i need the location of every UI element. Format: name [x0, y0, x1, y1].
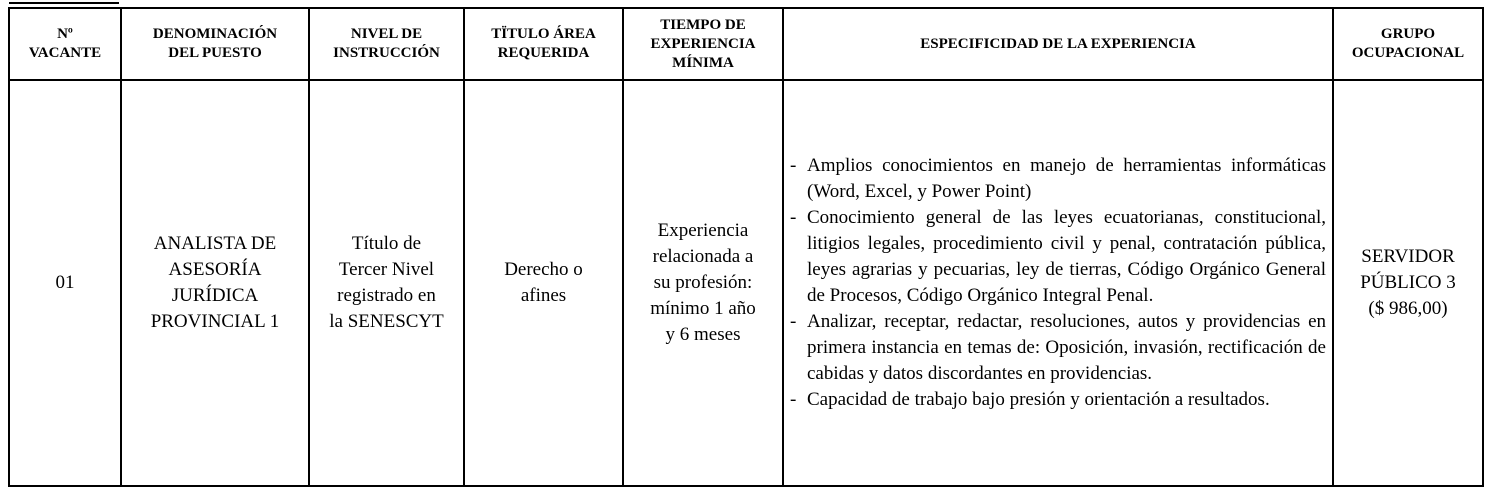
education-line: registrado en [337, 285, 436, 306]
header-line: Nº [57, 26, 73, 42]
header-line: INSTRUCCIÓN [333, 45, 440, 61]
cell-required-degree [464, 80, 623, 486]
group-line: PÚBLICO 3 [1360, 272, 1456, 293]
list-item [790, 309, 1326, 387]
cell-position-name [121, 80, 309, 486]
header-experience-specificity [783, 8, 1333, 80]
header-line: OCUPACIONAL [1351, 45, 1465, 61]
header-line: GRUPO [1380, 26, 1436, 42]
header-line: ESPECIFICIDAD DE LA EXPERIENCIA [920, 35, 1196, 52]
cell-education-level [309, 80, 464, 486]
experience-time-line: relacionada a [652, 246, 754, 267]
experience-time-line: Experiencia [657, 220, 749, 241]
header-line: EXPERIENCIA [650, 35, 756, 52]
header-position-name [121, 8, 309, 80]
header-line: REQUERIDA [497, 45, 590, 61]
table-row [9, 80, 1483, 486]
header-line: DENOMINACIÓN [152, 26, 278, 42]
education-line: la SENESCYT [329, 311, 444, 332]
header-vacancy-no [9, 8, 121, 80]
header-line: VACANTE [28, 45, 102, 61]
experience-time-line: su profesión: [653, 272, 753, 293]
list-item [790, 387, 1326, 413]
education-line: Tercer Nivel [338, 259, 435, 280]
degree-line: Derecho o [504, 259, 583, 280]
cell-min-experience [623, 80, 783, 486]
position-line: PROVINCIAL 1 [150, 311, 280, 332]
position-line: JURÍDICA [171, 285, 259, 306]
cell-vacancy-no [9, 80, 121, 486]
degree-line: afines [520, 285, 567, 306]
bullet-dash: - [790, 155, 797, 176]
vacancy-table [8, 7, 1484, 487]
header-line: NIVEL DE [350, 26, 423, 42]
bullet-dash: - [790, 389, 797, 410]
header-line: MÍNIMA [672, 54, 734, 71]
header-line: TÏTULO ÁREA [491, 26, 596, 42]
education-line: Título de [351, 233, 422, 254]
header-row [9, 8, 1483, 80]
group-line: SERVIDOR [1361, 246, 1455, 267]
vacancy-no-value: 01 [55, 272, 75, 293]
header-min-experience [623, 8, 783, 80]
list-item [790, 153, 1326, 205]
position-line: ASESORÍA [168, 259, 262, 280]
list-item-text: Analizar, receptar, redactar, resoluciones, autos y providencias en primera instancia en temas de: Oposición, invasión, rectificación de cabidas y datos discordantes en providencias. [807, 311, 1326, 384]
position-line: ANALISTA DE [153, 233, 277, 254]
header-line: TIEMPO DE [660, 16, 746, 33]
group-line: ($ 986,00) [1368, 298, 1448, 319]
list-item-text: Conocimiento general de las leyes ecuatorianas, constitucional, litigios legales, procedimiento civil y penal, contratación pública, leyes agrarias y pecuarias, ley de tierras, Código Orgánico General de Procesos, Código Orgánico Integral Penal. [807, 207, 1326, 306]
experience-time-line: y 6 meses [665, 324, 741, 345]
list-item [790, 205, 1326, 309]
cell-experience-specificity [783, 80, 1333, 486]
header-education-level [309, 8, 464, 80]
bullet-dash: - [790, 311, 797, 332]
experience-time-line: mínimo 1 año [650, 298, 756, 319]
cell-occupational-group [1333, 80, 1483, 486]
experience-list [790, 153, 1326, 413]
header-line: DEL PUESTO [168, 45, 262, 61]
bullet-dash: - [790, 207, 797, 228]
list-item-text: Capacidad de trabajo bajo presión y orientación a resultados. [807, 389, 1270, 410]
header-occupational-group [1333, 8, 1483, 80]
list-item-text: Amplios conocimientos en manejo de herramientas informáticas (Word, Excel, y Power Point) [807, 155, 1326, 202]
header-required-degree [464, 8, 623, 80]
top-rule [9, 2, 119, 4]
